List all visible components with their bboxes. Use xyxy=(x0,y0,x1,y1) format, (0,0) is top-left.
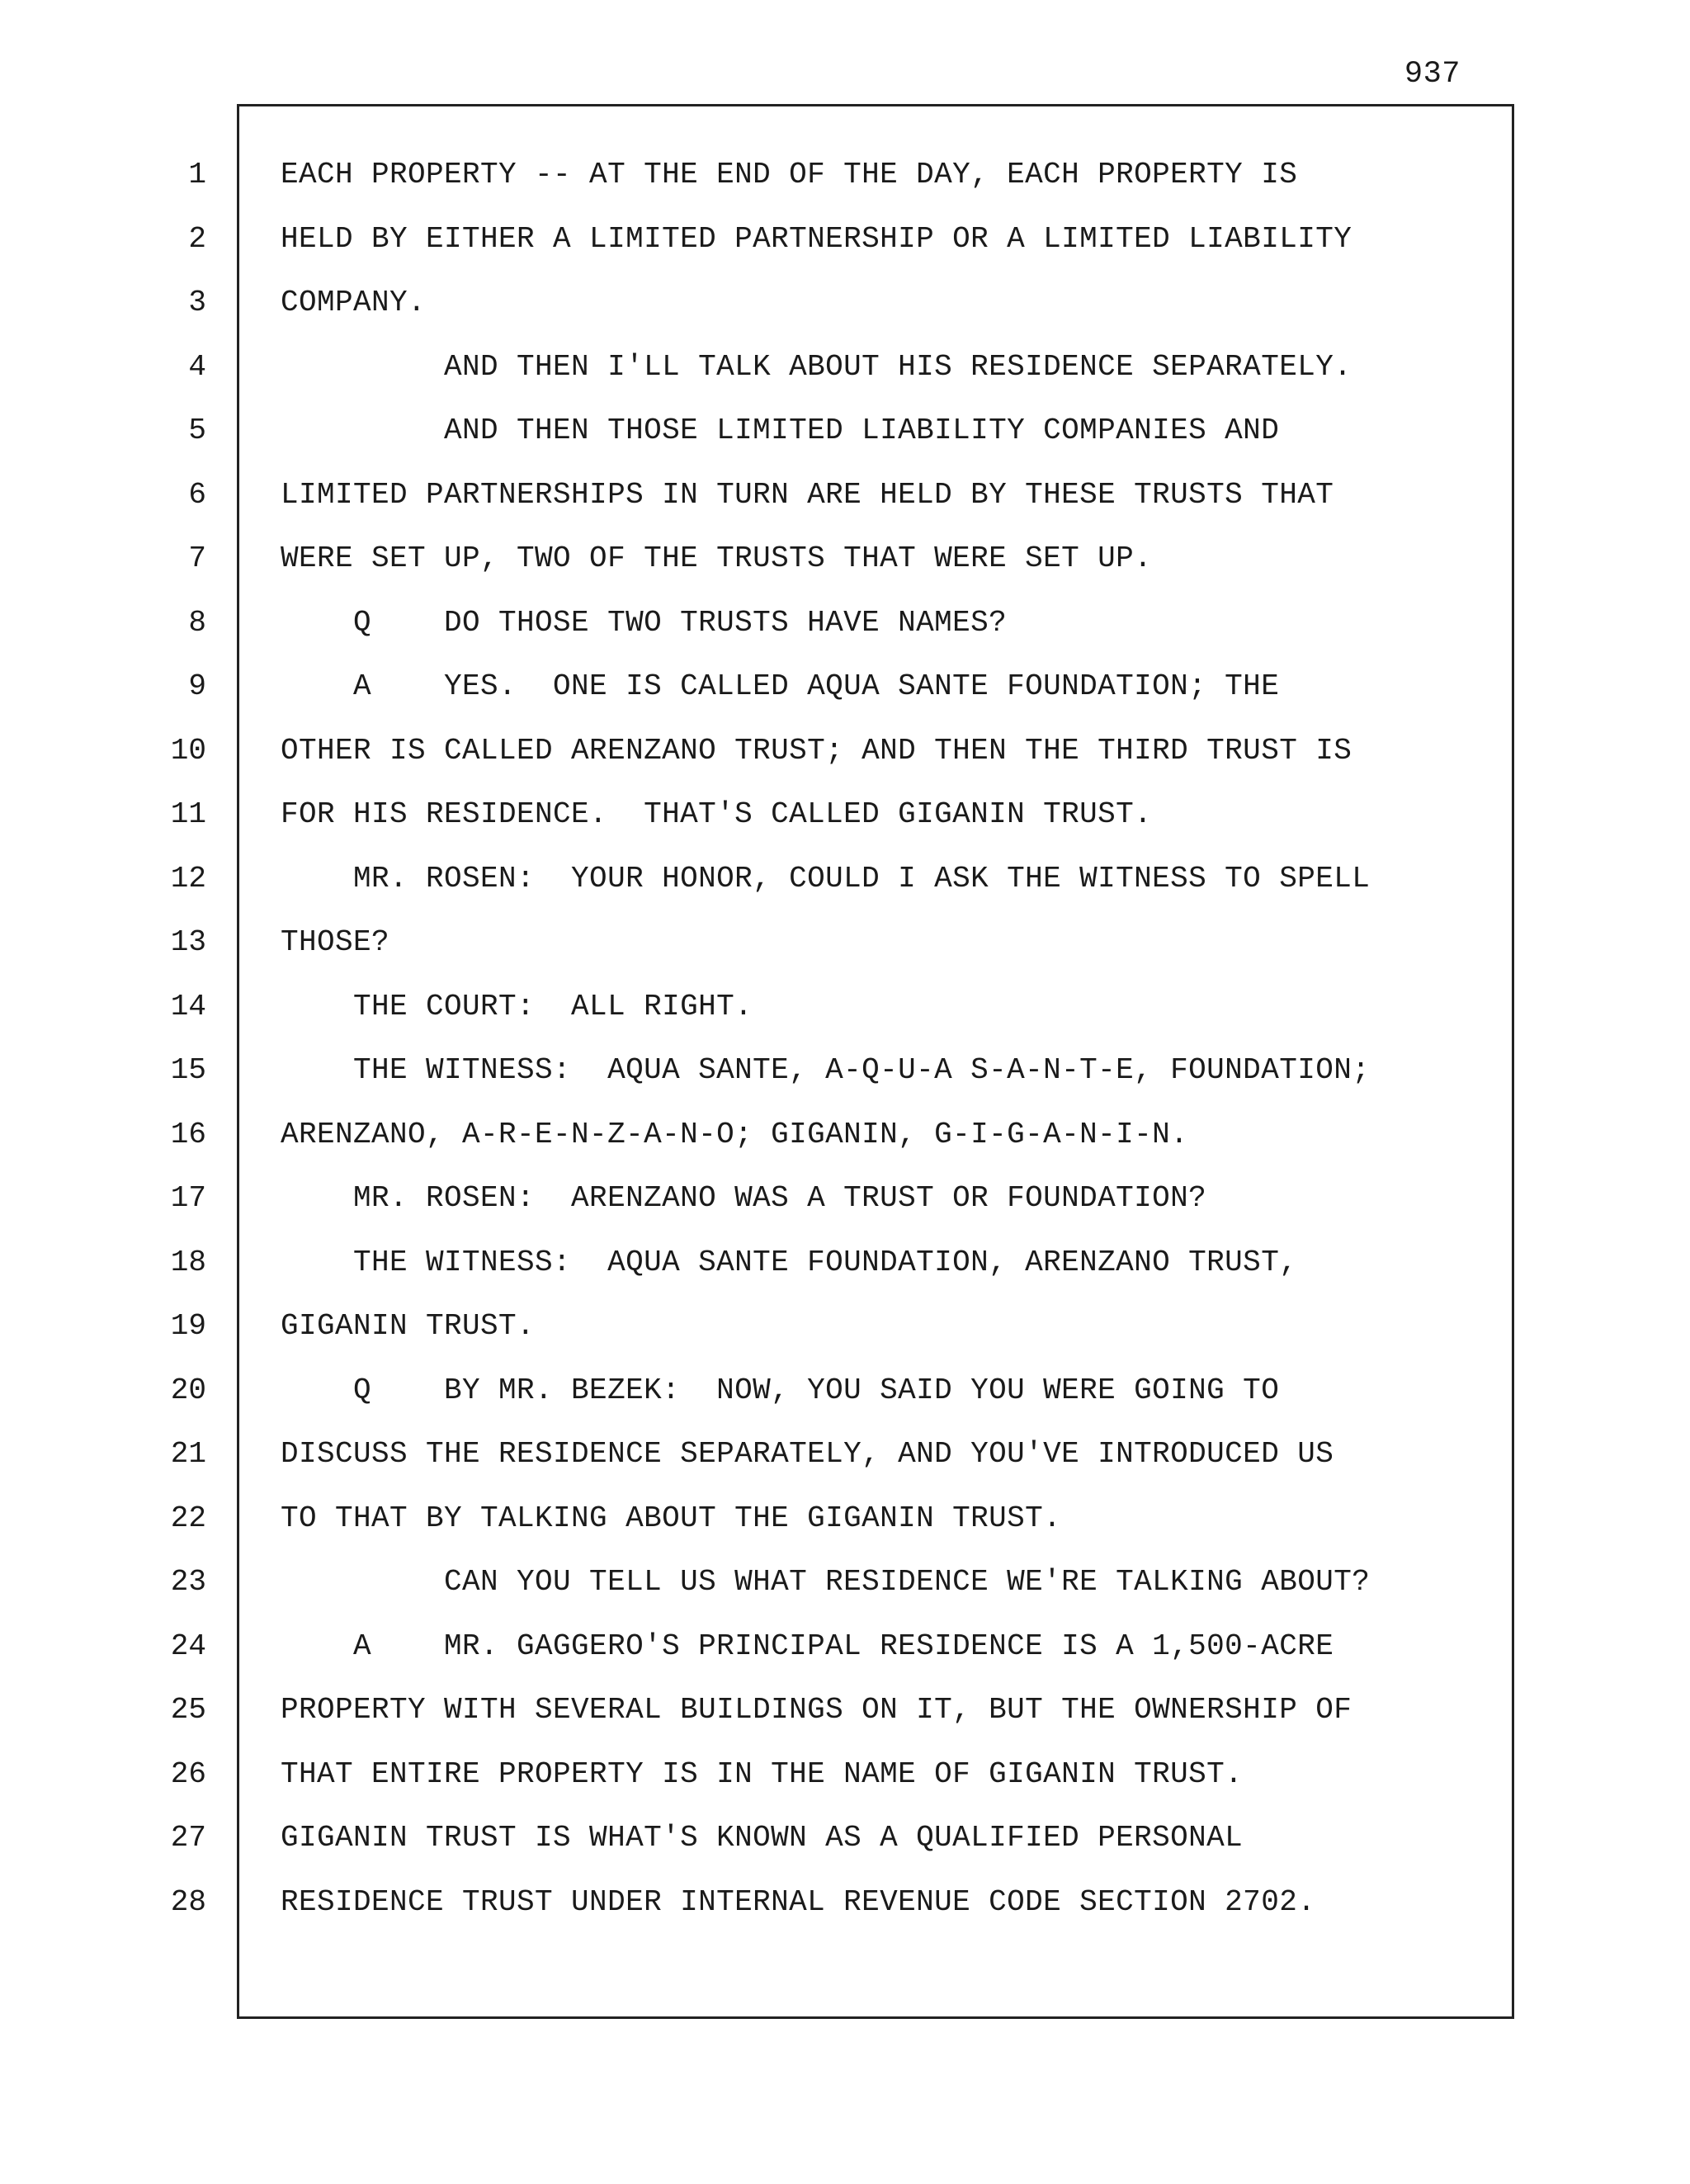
line-number: 14 xyxy=(170,989,206,1023)
transcript-line: ARENZANO, A-R-E-N-Z-A-N-O; GIGANIN, G-I-G-A-N-I-N. xyxy=(281,1117,1189,1151)
line-number: 25 xyxy=(170,1693,206,1727)
line-number: 28 xyxy=(170,1884,206,1919)
line-number: 22 xyxy=(170,1501,206,1535)
line-number: 24 xyxy=(170,1629,206,1663)
transcript-line: AND THEN THOSE LIMITED LIABILITY COMPANIES AND xyxy=(281,414,1280,447)
line-number: 4 xyxy=(188,349,206,384)
line-number: 21 xyxy=(170,1437,206,1471)
line-number: 11 xyxy=(170,797,206,831)
line-number: 2 xyxy=(188,221,206,256)
transcript-line: GIGANIN TRUST. xyxy=(281,1309,536,1343)
transcript-line: CAN YOU TELL US WHAT RESIDENCE WE'RE TALKING ABOUT? xyxy=(281,1565,1371,1599)
line-number: 9 xyxy=(188,669,206,703)
transcript-line: MR. ROSEN: ARENZANO WAS A TRUST OR FOUNDATION? xyxy=(281,1181,1207,1215)
transcript-line: FOR HIS RESIDENCE. THAT'S CALLED GIGANIN TRUST. xyxy=(281,797,1153,831)
transcript-line: GIGANIN TRUST IS WHAT'S KNOWN AS A QUALIFIED PERSONAL xyxy=(281,1821,1244,1855)
line-number: 18 xyxy=(170,1245,206,1279)
line-number: 13 xyxy=(170,925,206,959)
transcript-line: AND THEN I'LL TALK ABOUT HIS RESIDENCE SEPARATELY. xyxy=(281,349,1352,384)
transcript-line: COMPANY. xyxy=(281,286,427,319)
transcript-line: OTHER IS CALLED ARENZANO TRUST; AND THEN THE THIRD TRUST IS xyxy=(281,733,1352,768)
line-number: 19 xyxy=(170,1309,206,1343)
transcript-line: RESIDENCE TRUST UNDER INTERNAL REVENUE CODE SECTION 2702. xyxy=(281,1884,1316,1919)
line-number: 17 xyxy=(170,1181,206,1215)
transcript-line: THE WITNESS: AQUA SANTE FOUNDATION, ARENZANO TRUST, xyxy=(281,1245,1298,1279)
line-number: 27 xyxy=(170,1821,206,1855)
transcript-line: WERE SET UP, TWO OF THE TRUSTS THAT WERE SET UP. xyxy=(281,541,1153,575)
line-number: 12 xyxy=(170,861,206,896)
line-number: 20 xyxy=(170,1373,206,1407)
line-number: 26 xyxy=(170,1756,206,1791)
transcript-line: MR. ROSEN: YOUR HONOR, COULD I ASK THE WITNESS TO SPELL xyxy=(281,861,1371,896)
transcript-text xyxy=(281,157,1494,1948)
transcript-line: EACH PROPERTY -- AT THE END OF THE DAY, EACH PROPERTY IS xyxy=(281,158,1298,191)
transcript-line: TO THAT BY TALKING ABOUT THE GIGANIN TRUST. xyxy=(281,1501,1062,1535)
line-number: 5 xyxy=(188,414,206,447)
transcript-line: A YES. ONE IS CALLED AQUA SANTE FOUNDATION; THE xyxy=(281,669,1280,703)
line-number: 8 xyxy=(188,605,206,640)
transcript-line: LIMITED PARTNERSHIPS IN TURN ARE HELD BY THESE TRUSTS THAT xyxy=(281,477,1334,512)
page-number: 937 xyxy=(1404,57,1461,92)
transcript-line: THE WITNESS: AQUA SANTE, A-Q-U-A S-A-N-T-E, FOUNDATION; xyxy=(281,1053,1371,1087)
line-number: 15 xyxy=(170,1053,206,1087)
transcript-line: DISCUSS THE RESIDENCE SEPARATELY, AND YOU'VE INTRODUCED US xyxy=(281,1437,1334,1471)
line-number: 23 xyxy=(170,1565,206,1599)
line-number: 1 xyxy=(188,158,206,191)
line-number: 7 xyxy=(188,541,206,575)
transcript-line: Q BY MR. BEZEK: NOW, YOU SAID YOU WERE GOING TO xyxy=(281,1373,1280,1407)
transcript-line: THAT ENTIRE PROPERTY IS IN THE NAME OF GIGANIN TRUST. xyxy=(281,1756,1244,1791)
line-number: 6 xyxy=(188,477,206,512)
line-number: 3 xyxy=(188,286,206,319)
transcript-line: HELD BY EITHER A LIMITED PARTNERSHIP OR A LIMITED LIABILITY xyxy=(281,221,1352,256)
line-number-column xyxy=(132,157,206,1948)
line-number: 10 xyxy=(170,733,206,768)
transcript-line: PROPERTY WITH SEVERAL BUILDINGS ON IT, BUT THE OWNERSHIP OF xyxy=(281,1693,1352,1727)
transcript-line: THOSE? xyxy=(281,925,390,959)
transcript-line: A MR. GAGGERO'S PRINCIPAL RESIDENCE IS A 1,500-ACRE xyxy=(281,1629,1334,1663)
transcript-line: THE COURT: ALL RIGHT. xyxy=(281,989,753,1023)
transcript-line: Q DO THOSE TWO TRUSTS HAVE NAMES? xyxy=(281,605,1008,640)
line-number: 16 xyxy=(170,1117,206,1151)
